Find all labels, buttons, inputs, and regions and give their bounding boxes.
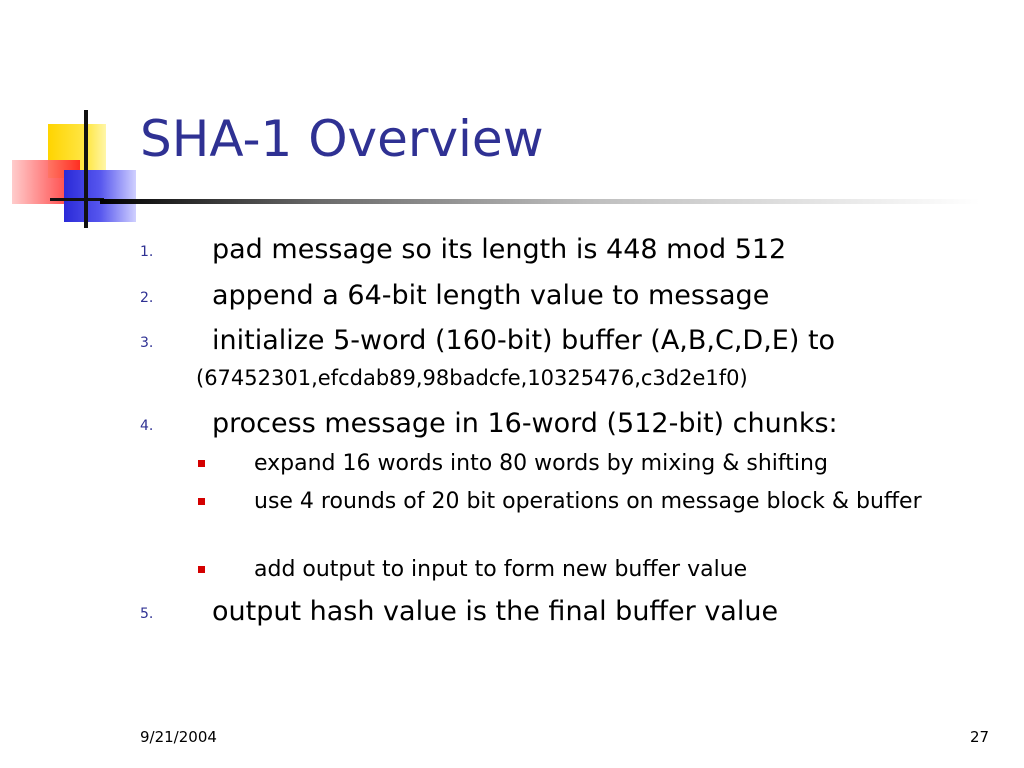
list-number: 1.: [140, 244, 154, 260]
list-text: append a 64-bit length value to message: [212, 280, 770, 311]
list-number: 3.: [140, 335, 154, 351]
list-number: 2.: [140, 290, 154, 306]
footer-date: 9/21/2004: [140, 728, 217, 746]
bullet-icon: [198, 460, 205, 467]
list-number: 4.: [140, 418, 154, 434]
horizontal-line-decoration: [50, 198, 104, 201]
sub-list-text: use 4 rounds of 20 bit operations on message block & buffer: [254, 489, 922, 514]
bullet-icon: [198, 566, 205, 573]
slide-title: SHA-1 Overview: [140, 110, 544, 168]
list-text: initialize 5-word (160-bit) buffer (A,B,C,D,E) to: [212, 325, 836, 356]
list-number: 5.: [140, 606, 154, 622]
sub-list-text: expand 16 words into 80 words by mixing & shifting: [254, 451, 828, 476]
blue-square-decoration: [64, 170, 136, 222]
bullet-icon: [198, 498, 205, 505]
page-number: 27: [970, 728, 990, 746]
title-underline: [100, 199, 980, 204]
list-text: process message in 16-word (512-bit) chunks:: [212, 408, 838, 439]
slide-logo-decoration: [0, 0, 140, 240]
list-text: output hash value is the final buffer value: [212, 596, 779, 627]
list-item-3-continuation: (67452301,efcdab89,98badcfe,10325476,c3d2e1f0): [196, 366, 748, 390]
vertical-line-decoration: [84, 110, 88, 228]
list-text: pad message so its length is 448 mod 512: [212, 234, 787, 265]
sub-list-text: add output to input to form new buffer value: [254, 557, 748, 582]
